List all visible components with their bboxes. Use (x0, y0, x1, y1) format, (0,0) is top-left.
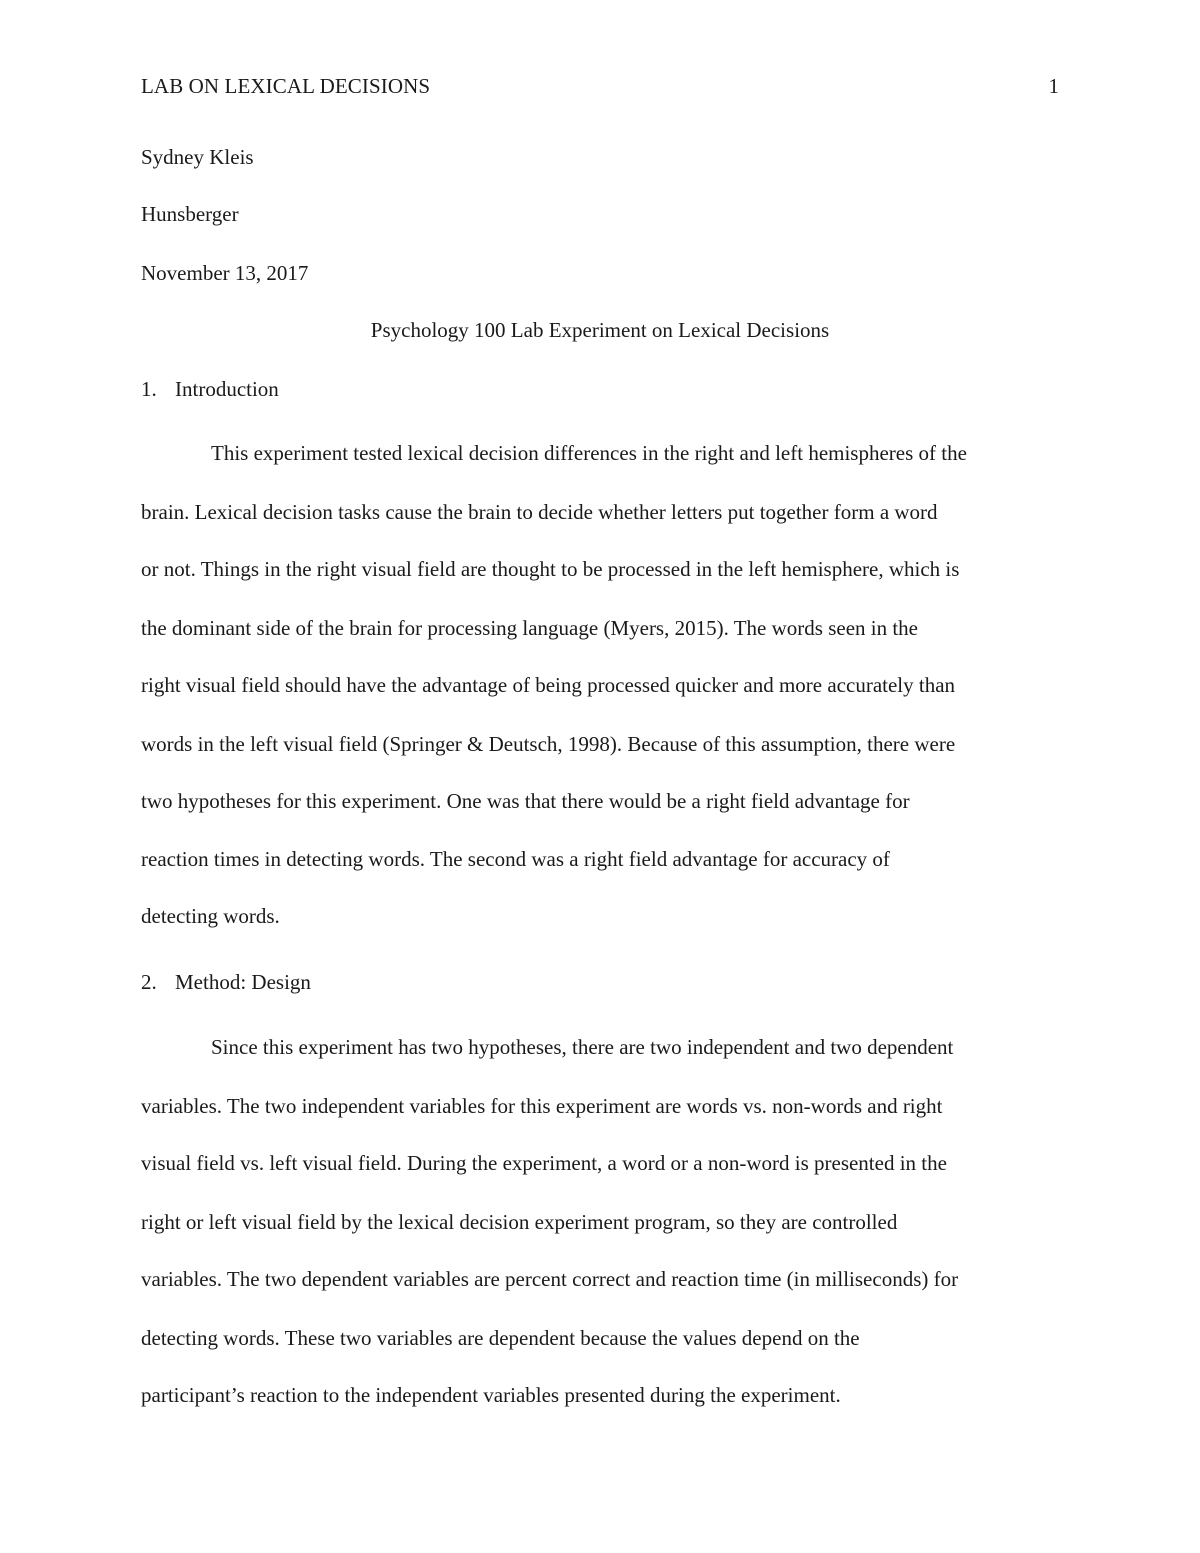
section-title: Introduction (175, 377, 279, 401)
section-number: 1. (141, 377, 157, 401)
author-name: Sydney Kleis (141, 145, 254, 169)
paragraph-line: or not. Things in the right visual field are thought to be processed in the left hemisphere, which is (141, 557, 960, 581)
instructor-name: Hunsberger (141, 202, 239, 226)
paragraph-line: participant’s reaction to the independent variables presented during the experiment. (141, 1383, 841, 1407)
paragraph-line: detecting words. (141, 904, 280, 928)
paragraph-line: right or left visual field by the lexical decision experiment program, so they are controlled (141, 1210, 898, 1234)
section-title: Method: Design (175, 970, 311, 994)
paragraph-line: reaction times in detecting words. The second was a right field advantage for accuracy of (141, 847, 890, 871)
paragraph-line: visual field vs. left visual field. During the experiment, a word or a non-word is presented in the (141, 1151, 947, 1175)
section-heading-introduction (141, 377, 279, 402)
paragraph-line: Since this experiment has two hypotheses, there are two independent and two dependent (211, 1035, 954, 1059)
section-number: 2. (141, 970, 157, 994)
running-head-title: LAB ON LEXICAL DECISIONS (141, 74, 431, 98)
paragraph-line: right visual field should have the advantage of being processed quicker and more accurately than (141, 673, 956, 697)
paragraph-line: This experiment tested lexical decision differences in the right and left hemispheres of the (211, 441, 967, 465)
section-heading-method-design (141, 970, 311, 995)
paragraph-line: variables. The two dependent variables are percent correct and reaction time (in milliseconds) for (141, 1267, 959, 1291)
paper-date: November 13, 2017 (141, 261, 309, 285)
paragraph-line: two hypotheses for this experiment. One was that there would be a right field advantage for (141, 789, 910, 813)
paragraph-line: detecting words. These two variables are dependent because the values depend on the (141, 1326, 860, 1350)
paper-title: Psychology 100 Lab Experiment on Lexical Decisions (370, 318, 830, 342)
paragraph-line: variables. The two independent variables for this experiment are words vs. non-words and right (141, 1094, 943, 1118)
running-head (141, 74, 1059, 102)
paragraph-line: the dominant side of the brain for processing language (Myers, 2015). The words seen in the (141, 616, 918, 640)
page-number: 1 (1048, 74, 1059, 98)
paragraph-line: brain. Lexical decision tasks cause the brain to decide whether letters put together form a word (141, 500, 938, 524)
paragraph-line: words in the left visual field (Springer & Deutsch, 1998). Because of this assumption, there were (141, 732, 956, 756)
